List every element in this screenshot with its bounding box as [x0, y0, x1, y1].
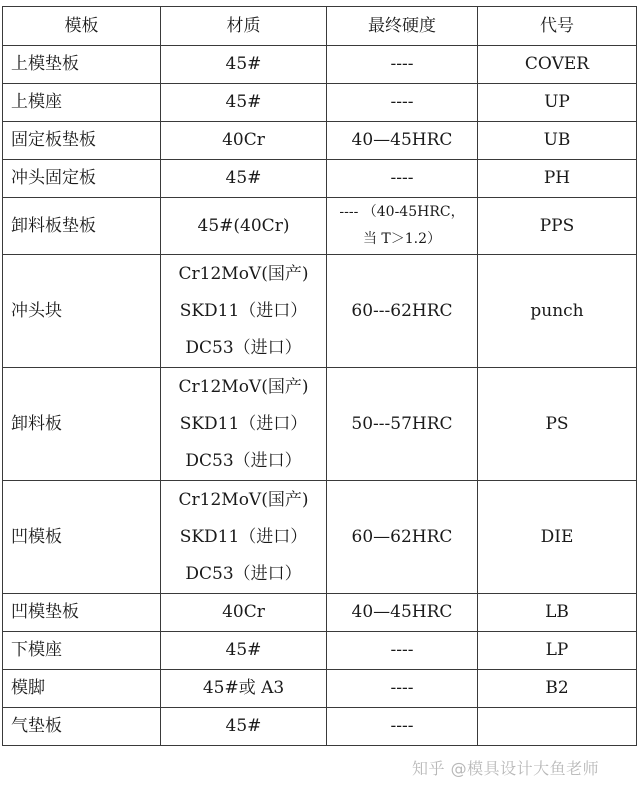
cell-material: 45#: [161, 84, 327, 122]
table-row: [3, 481, 637, 594]
cell-hardness: ----: [327, 84, 478, 122]
cell-hardness: 50---57HRC: [327, 368, 478, 481]
cell-code: UP: [478, 84, 637, 122]
header-template: 模板: [3, 7, 161, 46]
table-row: [3, 670, 637, 708]
cell-hardness: ----: [327, 46, 478, 84]
cell-material: 40Cr: [161, 122, 327, 160]
table-row: [3, 255, 637, 368]
material-line: Cr12MoV(国产): [178, 376, 309, 397]
material-line: Cr12MoV(国产): [178, 489, 309, 510]
material-line: DC53（进口）: [185, 450, 302, 471]
cell-name: 下模座: [3, 632, 161, 670]
hardness-line: ---- （40-45HRC，: [339, 204, 465, 220]
cell-material: 45#: [161, 46, 327, 84]
cell-code: LP: [478, 632, 637, 670]
material-line: DC53（进口）: [185, 563, 302, 584]
cell-name: 卸料板垫板: [3, 198, 161, 255]
header-final-hardness: 最终硬度: [327, 7, 478, 46]
cell-code: DIE: [478, 481, 637, 594]
table-row: [3, 84, 637, 122]
mold-plate-table: [2, 6, 637, 746]
cell-material: 45#或 A3: [161, 670, 327, 708]
header-material: 材质: [161, 7, 327, 46]
cell-material: [161, 481, 327, 594]
table-row: [3, 632, 637, 670]
cell-hardness: ----: [327, 708, 478, 746]
cell-material: 40Cr: [161, 594, 327, 632]
cell-material: [161, 368, 327, 481]
cell-code: PPS: [478, 198, 637, 255]
material-line: Cr12MoV(国产): [178, 263, 309, 284]
material-line: SKD11（进口）: [179, 413, 308, 434]
cell-hardness: 60—62HRC: [327, 481, 478, 594]
cell-material: 45#: [161, 632, 327, 670]
cell-code: LB: [478, 594, 637, 632]
material-line: SKD11（进口）: [179, 300, 308, 321]
cell-name: 上模垫板: [3, 46, 161, 84]
cell-hardness: [327, 198, 478, 255]
cell-hardness: ----: [327, 160, 478, 198]
cell-name: 上模座: [3, 84, 161, 122]
cell-name: 冲头块: [3, 255, 161, 368]
cell-code: COVER: [478, 46, 637, 84]
cell-code: punch: [478, 255, 637, 368]
cell-name: 模脚: [3, 670, 161, 708]
cell-material: 45#: [161, 160, 327, 198]
table-row: [3, 122, 637, 160]
cell-material: 45#: [161, 708, 327, 746]
cell-name: 冲头固定板: [3, 160, 161, 198]
watermark-text: 知乎 @模具设计大鱼老师: [412, 759, 600, 778]
cell-code: UB: [478, 122, 637, 160]
header-code: 代号: [478, 7, 637, 46]
cell-material: 45#(40Cr): [161, 198, 327, 255]
table-row: [3, 160, 637, 198]
cell-name: 气垫板: [3, 708, 161, 746]
material-line: SKD11（进口）: [179, 526, 308, 547]
cell-code: B2: [478, 670, 637, 708]
header-row: [3, 7, 637, 46]
table-row: [3, 708, 637, 746]
table-row: [3, 198, 637, 255]
cell-material: [161, 255, 327, 368]
cell-hardness: 60---62HRC: [327, 255, 478, 368]
material-line: DC53（进口）: [185, 337, 302, 358]
cell-hardness: ----: [327, 670, 478, 708]
cell-name: 卸料板: [3, 368, 161, 481]
hardness-line: 当 T＞1.2）: [362, 231, 442, 247]
cell-name: 固定板垫板: [3, 122, 161, 160]
cell-code: [478, 708, 637, 746]
cell-hardness: ----: [327, 632, 478, 670]
cell-hardness: 40—45HRC: [327, 594, 478, 632]
cell-hardness: 40—45HRC: [327, 122, 478, 160]
cell-name: 凹模板: [3, 481, 161, 594]
table-row: [3, 368, 637, 481]
cell-code: PH: [478, 160, 637, 198]
table-row: [3, 46, 637, 84]
table-row: [3, 594, 637, 632]
cell-code: PS: [478, 368, 637, 481]
cell-name: 凹模垫板: [3, 594, 161, 632]
